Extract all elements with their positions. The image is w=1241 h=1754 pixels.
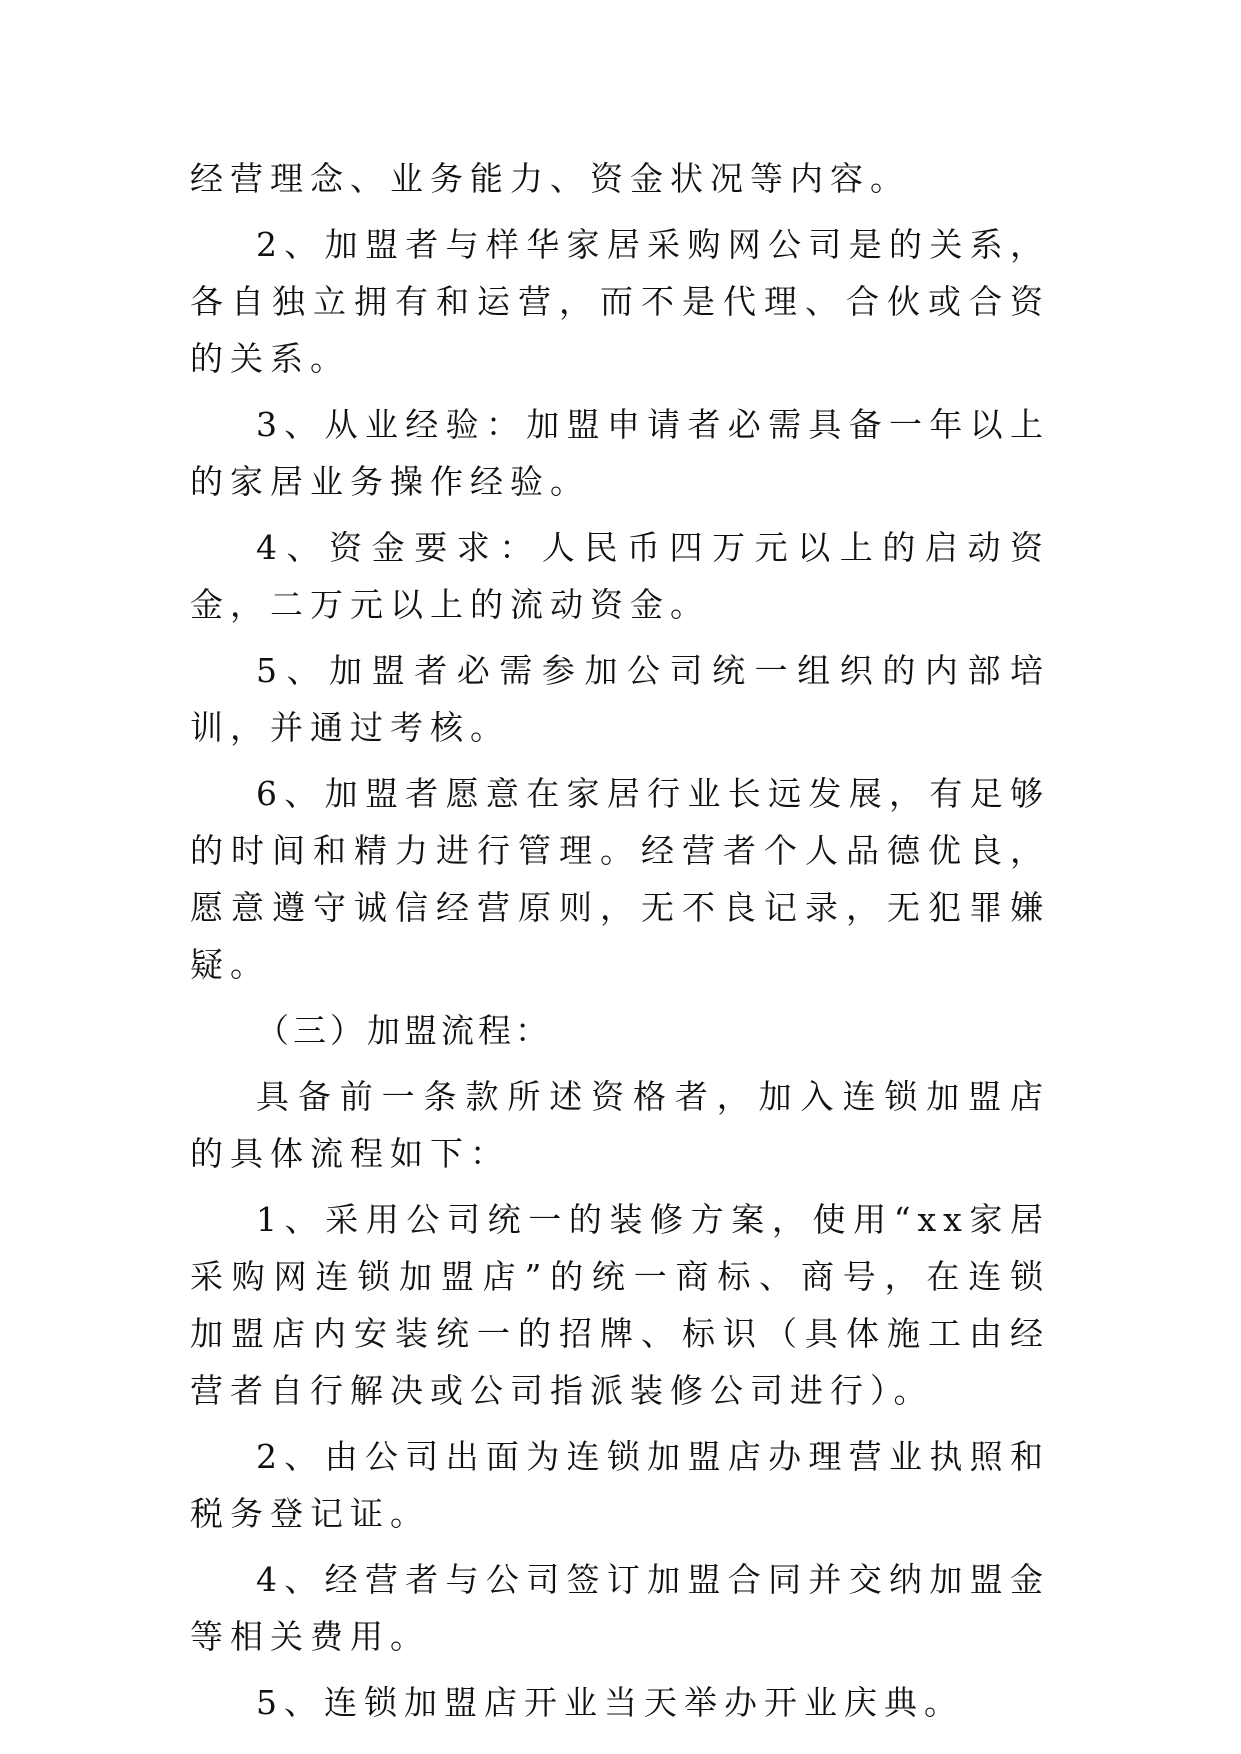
process-step-1: 1、采用公司统一的装修方案，使用“xx家居采购网连锁加盟店”的统一商标、商号，在连锁加盟店内安装统一的招牌、标识（具体施工由经营者自行解决或公司指派装修公司进行）。: [190, 1200, 1050, 1410]
paragraph-item-2: 2、加盟者与样华家居采购网公司是的关系，各自独立拥有和运营，而不是代理、合伙或合资的关系。: [190, 225, 1050, 378]
document-body: [190, 150, 1050, 1740]
process-step-2: 2、由公司出面为连锁加盟店办理营业执照和税务登记证。: [190, 1437, 1050, 1533]
paragraph-intro: 具备前一条款所述资格者，加入连锁加盟店的具体流程如下：: [190, 1077, 1050, 1173]
process-step-5: 5、连锁加盟店开业当天举办开业庆典。: [256, 1683, 964, 1722]
paragraph-item-5: 5、加盟者必需参加公司统一组织的内部培训，并通过考核。: [190, 651, 1050, 747]
paragraph-item-4: 4、资金要求：人民币四万元以上的启动资金，二万元以上的流动资金。: [190, 528, 1050, 624]
section-heading: （三）加盟流程：: [256, 1011, 552, 1050]
paragraph-item-3: 3、从业经验：加盟申请者必需具备一年以上的家居业务操作经验。: [190, 405, 1050, 501]
paragraph-continuation: 经营理念、业务能力、资金状况等内容。: [190, 159, 910, 198]
paragraph-item-6: 6、加盟者愿意在家居行业长远发展，有足够的时间和精力进行管理。经营者个人品德优良，愿意遵守诚信经营原则，无不良记录，无犯罪嫌疑。: [190, 774, 1050, 984]
process-step-4: 4、经营者与公司签订加盟合同并交纳加盟金等相关费用。: [190, 1560, 1050, 1656]
